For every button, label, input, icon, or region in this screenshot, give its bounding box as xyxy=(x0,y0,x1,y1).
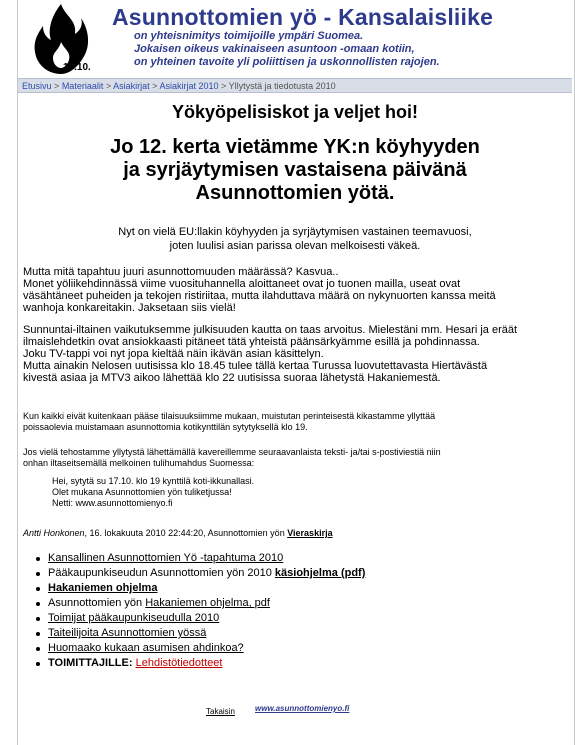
breadcrumb xyxy=(18,78,572,93)
breadcrumb-materials[interactable]: Materiaalit xyxy=(61,81,104,91)
breadcrumb-separator: > xyxy=(105,81,112,91)
list-item xyxy=(36,641,365,656)
breadcrumb-current: Yllytystä ja tiedotusta 2010 xyxy=(228,81,336,91)
link-handbook-pdf[interactable]: käsiohjelma (pdf) xyxy=(274,567,366,579)
list-item xyxy=(36,551,365,566)
breadcrumb-separator: > xyxy=(152,81,158,91)
intro-text: Nyt on vielä EU:llakin köyhyyden ja syrjäytymisen vastainen teemavuosi, joten luulisi asian parissa olevan melkoisesti väkeä. xyxy=(118,226,472,252)
site-tagline: on yhteisnimitys toimijoille ympäri Suomea. Jokaisen oikeus vakinaiseen asuntoon -omaan kotiin, on yhteinen tavoite yli poliittisen ja uskonnollisten rajojen. xyxy=(134,30,440,68)
guestbook-link[interactable]: Vieraskirja xyxy=(287,528,333,538)
paragraph-message: Jos vielä tehostamme yllytystä lähettämällä kavereillemme seuraavanlaista teksti- ja/tai s-postiviestiä niin onhan iltaseitsemällä melkoinen tulihumahdus Suomessa: xyxy=(23,447,441,468)
main-heading: Jo 12. kerta vietämme YK:n köyhyyden ja syrjäytymisen vastaisena päivänä Asunnottomien yötä. xyxy=(110,136,480,204)
list-item: Asunnottomien yön Hakaniemen ohjelma, pdf xyxy=(36,596,365,611)
link-hakaniemi-program[interactable]: Hakaniemen ohjelma xyxy=(48,582,158,594)
link-artists[interactable]: Taiteilijoita Asunnottomien yössä xyxy=(48,627,207,639)
paragraph-candles: Kun kaikki eivät kuitenkaan pääse tilaisuuksiimme mukaan, muistutan perinteisestä kikastamme yllyttää poissaolevia muistamaan asunnottomia kotikynttilän sytytyksellä klo 19. xyxy=(23,411,436,432)
paragraph-growth: Mutta mitä tapahtuu juuri asunnottomuuden määrässä? Kasvua.. Monet yöliikehdinnässä viime vuosituhannella aloittaneet ovat jo tuonen mailla, useat ovat väsähtäneet puheiden ja tekojen ristiriitaa, mutta ilahduttava määrä on nykynuorten kanssa meitä wanhoja konkareitakin. Jaksetaan siis vielä! xyxy=(23,266,496,314)
breadcrumb-separator: > xyxy=(54,81,60,91)
list-item: TOIMITTAJILLE: Lehdistötiedotteet xyxy=(36,656,365,671)
list-item: Pääkaupunkiseudun Asunnottomien yön 2010 käsiohjelma (pdf) xyxy=(36,566,365,581)
breadcrumb-home[interactable]: Etusivu xyxy=(22,81,52,91)
link-actors-capital[interactable]: Toimijat pääkaupunkiseudulla 2010 xyxy=(48,612,220,624)
breadcrumb-documents-2010[interactable]: Asiakirjat 2010 xyxy=(159,81,219,91)
paragraph-media: Sunnuntai-iltainen vaikutuksemme julkisuuden kautta on taas arvoitus. Mielestäni mm. Hesari ja eräät ilmaislehdetkin ovat ansiokkaasti pitäneet tätä yhteistä päänsärkyämme esillä ja pohdinnassa. Joku TV-tappi voi nyt jopa kieltää näin ikävän asian käsittelyn. Mutta ainakin Nelosen uutisissa klo 18.45 tulee tällä kertaa Turussa luovutettavasta Hiertävästä kivestä asiaa ja MTV3 aikoo lähettää klo 22 uutisissa suoraa lähetystä Hakaniemestä. xyxy=(23,324,518,384)
sms-message-quote: Hei, sytytä su 17.10. klo 19 kynttilä koti-ikkunallasi. Olet mukana Asunnottomien yön tuliketjussa! Netti: www.asunnottomienyo.fi xyxy=(52,476,255,508)
site-title: Asunnottomien yö - Kansalaisliike xyxy=(112,4,494,30)
site-url-link[interactable]: www.asunnottomienyo.fi xyxy=(255,704,350,713)
back-link[interactable]: Takaisin xyxy=(206,707,235,716)
site-header xyxy=(17,0,573,78)
link-national-event[interactable]: Kansallinen Asunnottomien Yö -tapahtuma 2010 xyxy=(48,552,284,564)
byline xyxy=(23,528,333,538)
list-item xyxy=(36,581,365,596)
breadcrumb-documents[interactable]: Asiakirjat xyxy=(113,81,150,91)
byline-text: , 16. lokakuuta 2010 22:44:20, Asunnottomien yön xyxy=(84,528,288,538)
logo-date: 17.10. xyxy=(63,62,91,73)
list-item xyxy=(36,611,365,626)
link-housing-distress[interactable]: Huomaako kukaan asumisen ahdinkoa? xyxy=(48,642,244,654)
breadcrumb-separator: > xyxy=(221,81,227,91)
links-list xyxy=(36,551,365,671)
page-title: Yökyöpelisiskot ja veljet hoi! xyxy=(171,102,419,122)
list-item xyxy=(36,626,365,641)
byline-author: Antti Honkonen xyxy=(23,528,85,538)
link-press-releases[interactable]: Lehdistötiedotteet xyxy=(135,657,223,669)
link-hakaniemi-pdf[interactable]: Hakaniemen ohjelma, pdf xyxy=(145,597,270,609)
